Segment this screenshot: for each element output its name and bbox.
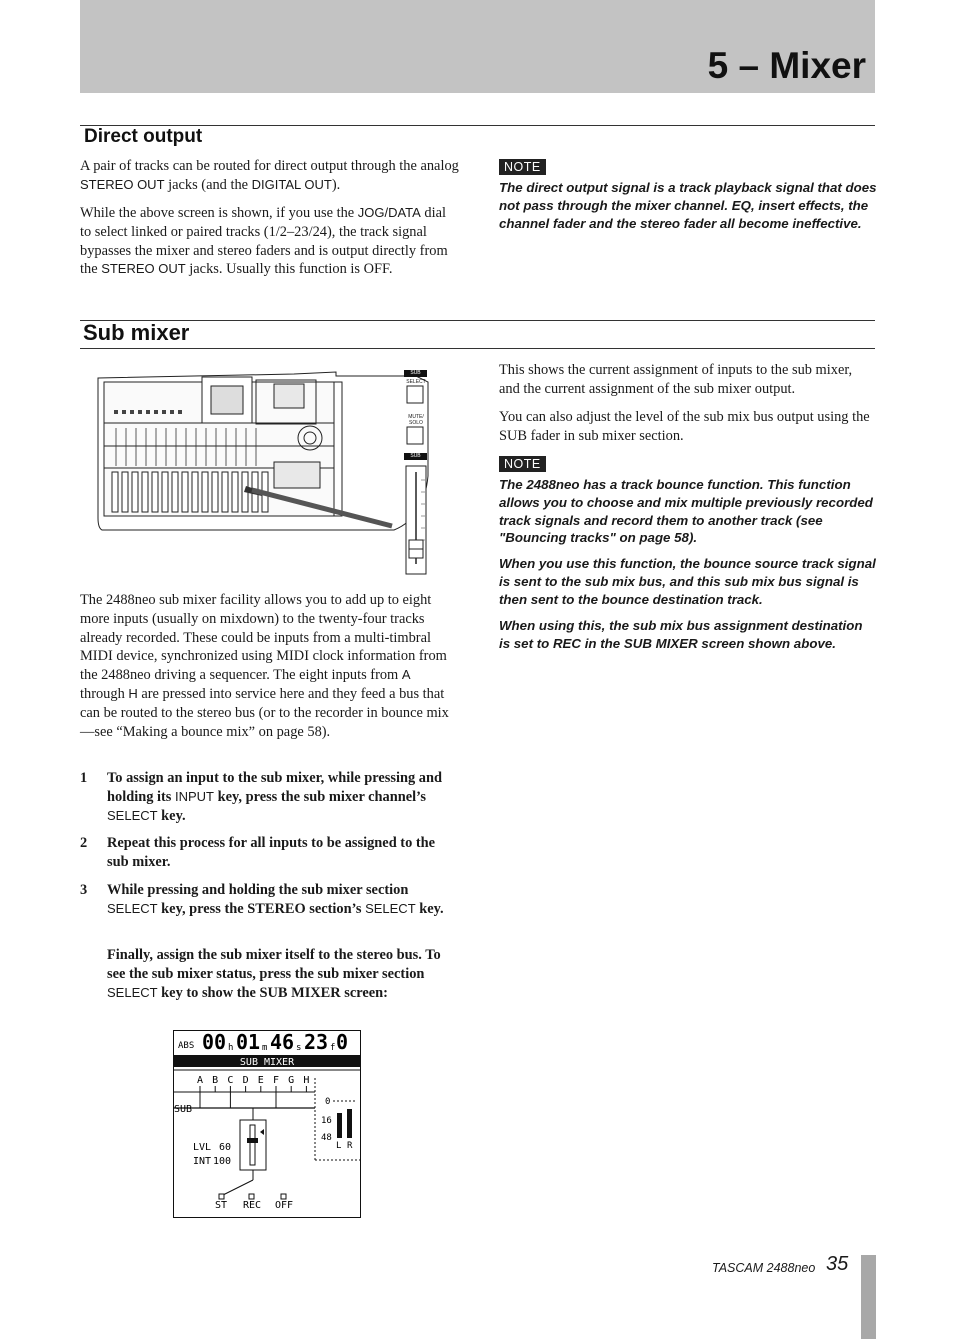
footer-brand: TASCAM 2488neo xyxy=(712,1261,816,1275)
lcd-input-c: C xyxy=(227,1075,234,1086)
lcd-frames: 23 xyxy=(304,1030,329,1054)
lcd-input-b: B xyxy=(212,1075,219,1086)
lcd-lvl-label: LVL xyxy=(193,1142,212,1153)
sub-mixer-intro: The 2488neo sub mixer facility allows you to add up to eight more inputs (usually on mixdown) to the twenty-four tracks already recorded. These could be inputs from a multi-timbral MIDI device, synchronized using MIDI clock information from the 2488neo driving a sequencer. The eight inputs from A through H are pressed into service here and they feed a bus that can be routed to the stereo bus (or to the recorder in bounce mix—see “Making a bounce mix” on page 58). xyxy=(80,592,449,740)
lcd-hours: 00 xyxy=(202,1030,227,1054)
step-1: 1 To assign an input to the sub mixer, while pressing and holding its INPUT key, press the sub mixer channel’s SELECT key. xyxy=(80,770,442,824)
lcd-meter-left xyxy=(337,1113,342,1138)
direct-output-paragraph-1: A pair of tracks can be routed for direct output through the analog STEREO OUT jacks (and the DIGITAL OUT). xyxy=(80,158,459,193)
direct-output-note-text: The direct output signal is a track playback signal that does not pass through the mixer channel. EQ, insert effects, the channel fader and the stereo fader all become ineffective. xyxy=(499,180,877,231)
lcd-f: f xyxy=(330,1043,336,1053)
lcd-output-off: OFF xyxy=(274,1200,294,1211)
select-label: SELECT xyxy=(406,379,426,385)
lcd-int-label: INT xyxy=(193,1156,212,1167)
section-rule xyxy=(80,348,875,349)
lcd-int-value: 100 xyxy=(213,1156,232,1167)
direct-output-paragraph-2: While the above screen is shown, if you use the JOG/DATA dial to select linked or paired tracks (1/2–23/24), the track signal bypasses the mixer and stereo faders and is output directly from the STEREO OUT jacks. Usually this function is OFF. xyxy=(80,205,448,278)
sub-strip-illustration xyxy=(404,368,428,576)
lcd-input-g: G xyxy=(288,1075,295,1086)
mute-label: MUTE/ xyxy=(408,414,424,420)
lcd-input-d: D xyxy=(242,1075,249,1086)
lcd-screen-title: SUB MIXER xyxy=(239,1057,295,1068)
lcd-meter-16: 16 xyxy=(321,1116,332,1126)
lcd-input-f: F xyxy=(272,1075,280,1086)
lcd-sub: 0 xyxy=(336,1030,349,1054)
lcd-abs-label: ABS xyxy=(178,1041,195,1051)
lcd-output-rec: REC xyxy=(242,1200,262,1211)
step-followup: Finally, assign the sub mixer itself to the stereo bus. To see the sub mixer status, press the sub mixer section SELECT key to show the SUB MIXER screen: xyxy=(107,947,441,1001)
lcd-meter-right xyxy=(347,1109,352,1138)
note-label: NOTE xyxy=(499,456,546,472)
device-illustration xyxy=(94,368,440,578)
lcd-meter-r: R xyxy=(347,1141,353,1151)
sub-mixer-note-paragraph-3: When using this, the sub mix bus assignment destination is set to REC in the SUB MIXER screen shown above. xyxy=(499,618,863,651)
sub-mixer-lcd-screen xyxy=(173,1030,361,1218)
lcd-minutes: 01 xyxy=(236,1030,261,1054)
sub-label-top: SUB xyxy=(410,370,421,376)
page-edge-tab xyxy=(861,1255,876,1339)
page-number: 35 xyxy=(826,1253,849,1275)
step-2: 2 Repeat this process for all inputs to be assigned to the sub mixer. xyxy=(80,835,436,870)
solo-label: SOLO xyxy=(409,420,423,426)
section-rule xyxy=(80,320,875,321)
lcd-input-e: E xyxy=(257,1075,264,1086)
lcd-meter-l: L xyxy=(336,1141,342,1151)
sub-mixer-right-paragraph-1: This shows the current assignment of inputs to the sub mixer, and the current assignment of the sub mixer output. xyxy=(499,362,853,397)
lcd-input-h: H xyxy=(303,1075,310,1086)
lcd-bus-label: SUB xyxy=(174,1104,193,1115)
lcd-h: h xyxy=(228,1043,234,1053)
lcd-meter-0: 0 xyxy=(325,1097,331,1107)
sub-mixer-note-paragraph-2: When you use this function, the bounce source track signal is sent to the sub mix bus, and this sub mix bus signal is then sent to the bounce destination track. xyxy=(499,556,876,607)
lcd-output-st: ST xyxy=(214,1200,228,1211)
lcd-meter-48: 48 xyxy=(321,1133,332,1143)
lcd-input-a: A xyxy=(196,1075,204,1086)
lcd-seconds: 46 xyxy=(270,1030,295,1054)
sub-fader-label: SUB xyxy=(410,453,421,459)
sub-mixer-right-paragraph-2: You can also adjust the level of the sub mix bus output using the SUB fader in sub mixer section. xyxy=(499,409,870,444)
sub-mixer-heading: Sub mixer xyxy=(83,320,190,345)
step-3: 3 While pressing and holding the sub mixer section SELECT key, press the STEREO section’s SELECT key. xyxy=(80,882,444,917)
lcd-s: s xyxy=(296,1043,302,1053)
sub-mixer-note-paragraph-1: The 2488neo has a track bounce function. This function allows you to choose and mix multiple previously recorded track signals and record them to another track (see "Bouncing tracks" on page 58). xyxy=(499,477,873,546)
chapter-title: 5 – Mixer xyxy=(707,45,866,86)
direct-output-heading: Direct output xyxy=(84,126,203,147)
lcd-lvl-value: 60 xyxy=(219,1142,232,1153)
note-label: NOTE xyxy=(499,159,546,175)
lcd-m: m xyxy=(262,1043,268,1053)
